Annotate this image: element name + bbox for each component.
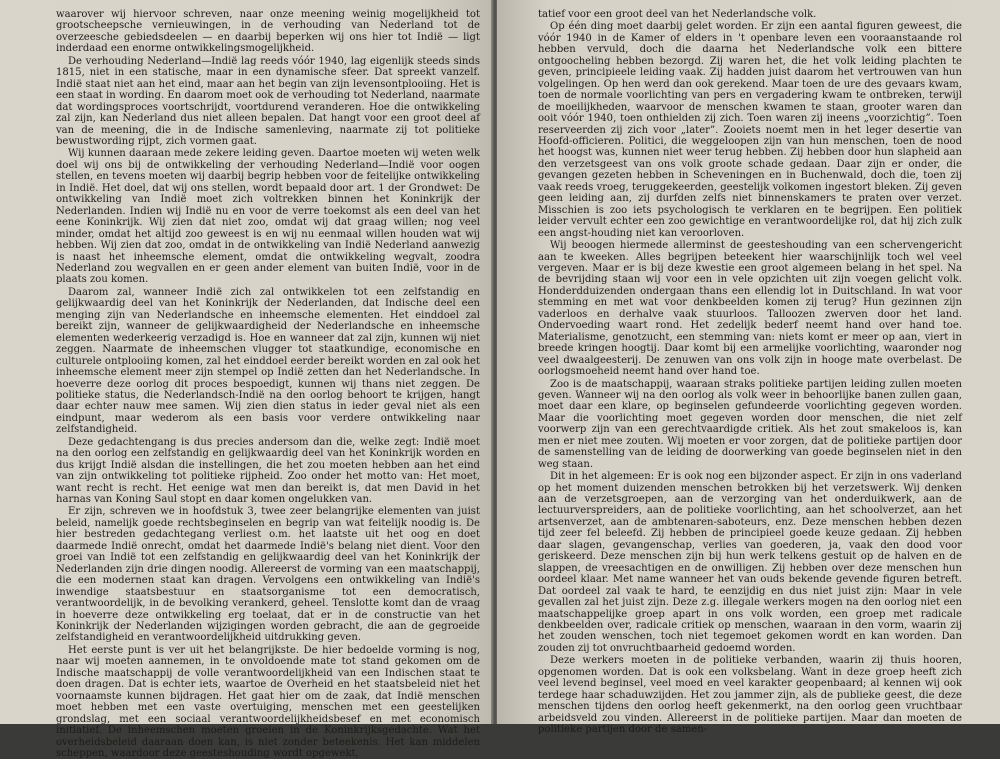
left-page: [0, 0, 493, 759]
left-page-text: [56, 9, 480, 759]
paragraph: De verhouding Nederland—Indië lag reeds vóór 1940, lag eigenlijk steeds sinds 1815, niet in een statische, maar in een dynamische sfeer. Dat spreekt vanzelf. Indië staat niet aan het eind, maar aan het begin van zijn levensontplooiing. Het is een staat in wording. En daarom moet ook de verhouding tot Nederland, naarmate dat wordingsproces voortschrijdt, voortdurend veranderen. Hoe die ontwikkeling zal zijn, kan Nederland dus niet alleen bepalen. Dat hangt voor een groot deel af van de meening, die in de Indische samenleving, naarmate zij tot politieke bewustwording rijpt, zich vormen gaat.: [56, 55, 480, 147]
paragraph: Deze werkers moeten in de politieke verbanden, waarin zij thuis hooren, opgenomen worden. Dat is ook een volksbelang. Want in deze groep heeft zich veel levend beginsel, veel moed en veel karakter geopenbaard; al kennen wij ook terdege haar schaduwzijden. Het zou jammer zijn, als de publieke geest, die deze menschen tijdens den oorlog heeft gekenmerkt, na den oorlog geen vruchtbaar arbeidsveld zou vinden. Allereerst in de politieke partijen. Maar dan moeten de politieke partijen door de samen-: [538, 655, 962, 736]
paragraph: Zoo is de maatschappij, waaraan straks politieke partijen leiding zullen moeten geven. Wanneer wij na den oorlog als volk weer in behoorlijke banen zullen gaan, moet daar een klare, op beginselen gefundeerde voorlichting gegeven worden. Maar die voorlichting moet gegeven worden door menschen, die niet zelf voorwerp zijn van een gerechtvaardigde critiek. Als het zout smakeloos is, kan men er niet mee zouten. Wij moeten er voor zorgen, dat de politieke partijen door de samenstelling van de leiding de doorwerking van goede beginselen niet in den weg staan.: [538, 378, 962, 470]
paragraph: Wij kunnen daaraan mede zekere leiding geven. Daartoe moeten wij weten welk doel wij ons bij de ontwikkeling der verhouding Nederland—Indië voor oogen stellen, en tevens moeten wij daarbij begrip hebben voor de feitelijke ontwikkeling in Indië. Het doel, dat wij ons stellen, wordt bepaald door art. 1 der Grondwet: De ontwikkeling van Indië moet zich voltrekken binnen het Koninkrijk der Nederlanden. Indien wij Indië nu en voor de verre toekomst als een deel van het eene Koninkrijk. Wij zien dat niet zoo, omdat wij dat graag willen; nog veel minder, omdat het altijd zoo geweest is en wij nu eenmaal willen houden wat wij hebben. Wij zien dat zoo, omdat in de ontwikkeling van Indië Nederland aanwezig is naast het inheemsche element, omdat die ontwikkeling wegvalt, zoodra Nederland zou wegvallen en er geen ander element van buiten Indië, voor in de plaats zou komen.: [56, 148, 480, 286]
paragraph: Dit in het algemeen: Er is ook nog een bijzonder aspect. Er zijn in ons vaderland op het moment duizenden menschen betrokken bij het verzetswerk. Wij denken aan de verzetsgroepen, aan de verzorging van het onderduikwerk, aan de lectuurverspreiders, aan de politieke voorlichting, aan het schoolverzet, aan het artsenverzet, aan de ambtenaren-saboteurs, enz. Deze menschen hebben dezen tijd zeer fel beleefd. Zij hebben de principieel goede keuze gedaan. Zij hebben daar slagen, gevangenschap, verlies van goederen, ja, vaak den dood voor geriskeerd. Deze menschen zijn bij hun werk telkens gestuit op de halven en de slappen, de vreesachtigen en de onwilligen. Zij hebben over deze menschen hun oordeel klaar. Met name wanneer het van ouds bekende gevende figuren betreft. Dat oordeel zal vaak te hard, te eenzijdig en dus niet juist zijn: Maar in vele gevallen zal het juist zijn. Deze z.g. illegale werkers mogen na den oorlog niet een maatschappelijke groep apart in ons volk worden, een groep met radicale denkbeelden over, radicale critiek op menschen, waaraan in den vorm, waarin zij het zouden wenschen, toch niet tegemoet gekomen wordt en kan worden. Dan zouden zij tot onvruchtbaarheid gedoemd worden.: [538, 471, 962, 654]
right-page-text: [538, 9, 962, 736]
paragraph: Het eerste punt is ver uit het belangrijkste. De hier bedoelde vorming is nog, naar wij moeten aannemen, in te onvoldoende mate tot stand gekomen om de Indische maatschappij de volle verantwoordelijkheid van een Indischen staat te doen dragen. Dat is echter iets, waartoe de Overheid en het staatsbeleid niet het voornaamste kunnen bijdragen. Het gaat hier om de zaak, dat Indië menschen moet hebben met een vaste overtuiging, menschen met een geestelijken grondslag, met een sociaal verantwoordelijkheidsbesef en met economisch initiatief. De inheemschen moeten groeien in de Koninkrijksgedachte. Wat het overheidsbeleid daaraan doen kan, is niet zonder beteekenis. Het kan middelen scheppen, waardoor deze geesteshouding wordt opgewekt,: [56, 644, 480, 759]
paragraph: tatief voor een groot deel van het Nederlandsche volk.: [538, 9, 817, 20]
paragraph: Daarom zal, wanneer Indië zich zal ontwikkelen tot een zelfstandig en gelijkwaardig deel van het Koninkrijk der Nederlanden, dat Indische deel een menging zijn van Nederlandsche en inheemsche elementen. Het einddoel zal bereikt zijn, wanneer de gelijkwaardigheid der Nederlandsche en inheemsche elementen wederkeerig verzadigd is. Hoe en wanneer dat zal zijn, kunnen wij niet zeggen. Naarmate de inheemschen vlugger tot staatkundige, economische en culturele ontplooiing komen, zal het einddoel eerder bereikt worden en zal ook het inheemsche element meer zijn stempel op Indië zetten dan het Nederlandsche. In hoeverre deze oorlog dit proces bespoedigt, kunnen wij thans niet zeggen. De politieke status, die Nederlandsch-Indië na den oorlog behoort te krijgen, hangt daar echter nauw mee samen. Wij zien dien status in ieder geval niet als een eindpunt, maar wederom als een basis voor verdere ontwikkeling naar zelfstandigheid.: [56, 286, 480, 436]
right-page: [497, 0, 1000, 736]
paragraph: Er zijn, schreven we in hoofdstuk 3, twee zeer belangrijke elementen van juist beleid, namelijk goede rechtsbeginselen en begrip van wat feitelijk noodig is. De hier bestreden gedachtegang verliest o.m. het laatste uit het oog en doet daarmede Indië onrecht, omdat het daarmede Indië's belang niet dient. Voor den groei van Indië tot een zelfstandig en gelijkwaardig deel van het Koninkrijk der Nederlanden zijn drie dingen noodig. Allereerst de vorming van een maatschappij, die een modernen staat kan dragen. Vervolgens een ontwikkeling van Indië's inwendige staatsbestuur en staatsorganisme tot een democratisch, verantwoordelijk, in de bevolking verankerd, geheel. Tenslotte komt dan de vraag in hoeverre deze ontwikkeling erg toelaat, dat er in de constructie van het Koninkrijk der Nederlanden wijzigingen worden gebracht, die aan de gegroeide zelfstandigheid en verantwoordelijkheid uitdrukking geven.: [56, 506, 480, 644]
paragraph: waarover wij hiervoor schreven, naar onze meening weinig mogelijkheid tot grootscheepsche vernieuwingen, in de verhouding van Nederland tot de overzeesche gebiedsdeelen — en daarbij beperken wij ons hier tot Indië — ligt inderdaad een enorme ontwikkelingsmogelijkheid.: [56, 9, 480, 55]
paragraph: Wij beoogen hiermede allerminst de geesteshouding van een schervengericht aan te kweeken. Alles begrijpen beteekent hier waarschijnlijk toch wel veel vergeven. Maar er is bij deze kwestie een groot algemeen belang in het spel. Na de bevrijding staan wij voor een in vele opzichten uit zijn voegen gelicht volk. Honderdduizenden ondergaan thans een ellendig lot in Duitschland. In wat voor stemming en met wat voor denkbeelden komen zij terug? Hun gezinnen zijn vaderloos en derhalve vaak stuurloos. Talloozen zwerven door het land. Ondervoeding waart rond. Het zedelijk bederf neemt hand over hand toe. Materialisme, genotzucht, een stemming van: niets komt er meer op aan, viert in breede kringen hoogtij. Daar komt bij een armelijke voorlichting, waaronder nog veel dwaalgeesterij. De zenuwen van ons volk zijn in hooge mate overbelast. De oorlogsmoeheid neemt hand over hand toe.: [538, 240, 962, 378]
paragraph: Deze gedachtengang is dus precies andersom dan die, welke zegt: Indië moet na den oorlog een zelfstandig en gelijkwaardig deel van het Koninkrijk worden en dus krijgt Indië alsdan die instellingen, die het zou moeten hebben aan het eind van zijn ontwikkeling tot politieke rijpheid. Zoo onder het motto van: Het moet, want recht is recht. Het eenige wat men dan bereikt is, dat men David in het harnas van Koning Saul stopt en daar komen ongelukken van.: [56, 436, 480, 506]
paragraph: Op één ding moet daarbij gelet worden. Er zijn een aantal figuren geweest, die vóór 1940 in de Kamer of elders in 't openbare leven een vooraanstaande rol hebben vervuld, doch die daarna het Nederlandsche volk een bittere ontgoocheling hebben bezorgd. Zij waren het, die het volk leiding plachten te geven, principieele leiding vaak. Zij hadden juist daarom het vertrouwen van hun volgelingen. Op hen werd dan ook gerekend. Maar toen de ure des gevaars kwam, toen de normale voorlichting van pers en vergadering kwam te ontbreken, terwijl de moeilijkheden, waarvoor de menschen kwamen te staan, grooter waren dan ooit vóór 1940, toen onthielden zij zich. Toen waren zij ineens „voorzichtig”. Toen reserveerden zij zich voor „later”. Zooiets noemt men in het leger desertie van Hoofd-officieren. Politici, die weggeloopen zijn van hun menschen, toen de nood het hoogst was, kunnen niet weer terug hebben. Zij hebben door hun slapheid aan den verzetsgeest van ons volk groote schade gedaan. Daar zijn er onder, die gevangen gezeten hebben in Scheveningen en in Buchenwald, doch die, toen zij vaak reeds vroeg, teruggekeerden, geestelijk volkomen ingestort bleken. Zij geven geen leiding aan, zij durfden zelfs niet binnenskamers te praten over verzet. Misschien is zoo iets psychologisch te verklaren en te begrijpen. Een politiek leider vervult echter een zoo gewichtige en verantwoordelijke rol, dat hij zich zulk een angst-houding niet kan veroorloven.: [538, 21, 962, 239]
